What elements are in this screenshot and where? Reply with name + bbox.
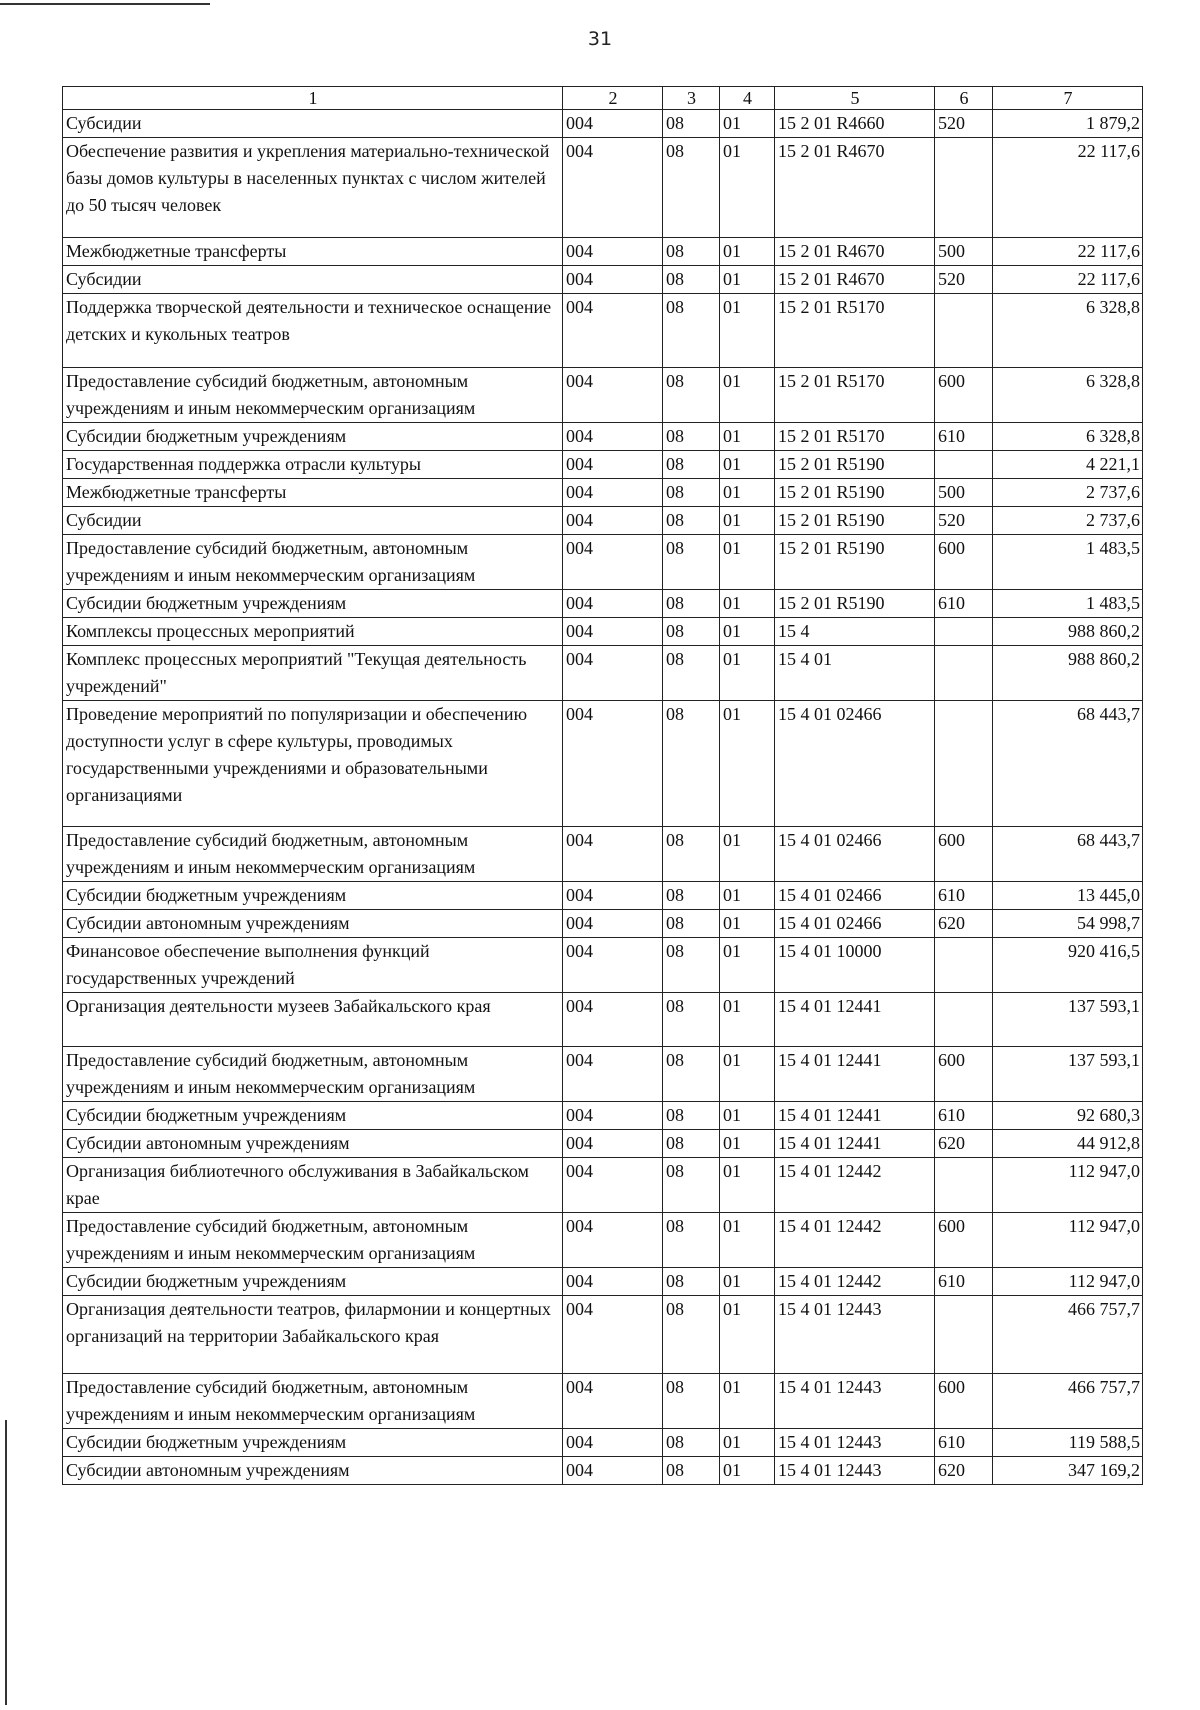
row-name-cell: Организация деятельности музеев Забайкальского края	[63, 993, 563, 1047]
row-target-article-cell: 15 4 01 10000	[775, 938, 935, 993]
row-expense-type-cell: 620	[935, 910, 993, 938]
row-target-article-cell: 15 4 01 12443	[775, 1296, 935, 1374]
row-code-cell: 004	[563, 266, 663, 294]
scan-mark-left-edge	[5, 1420, 7, 1705]
row-expense-type-cell	[935, 618, 993, 646]
row-amount-cell: 112 947,0	[993, 1268, 1143, 1296]
row-section-cell: 08	[663, 423, 720, 451]
row-section-cell: 08	[663, 590, 720, 618]
row-subsection-cell: 01	[720, 1158, 775, 1213]
column-header: 7	[993, 87, 1143, 110]
table-row	[63, 1130, 1143, 1158]
row-code-cell: 004	[563, 1102, 663, 1130]
row-name-cell: Субсидии бюджетным учреждениям	[63, 1102, 563, 1130]
row-name-cell: Организация библиотечного обслуживания в Забайкальском крае	[63, 1158, 563, 1213]
row-subsection-cell: 01	[720, 507, 775, 535]
row-code-cell: 004	[563, 827, 663, 882]
row-code-cell: 004	[563, 910, 663, 938]
table-row	[63, 110, 1143, 138]
row-expense-type-cell: 600	[935, 1213, 993, 1268]
row-name-cell: Предоставление субсидий бюджетным, автономным учреждениям и иным некоммерческим организациям	[63, 535, 563, 590]
row-amount-cell: 988 860,2	[993, 618, 1143, 646]
row-amount-cell: 2 737,6	[993, 479, 1143, 507]
row-section-cell: 08	[663, 701, 720, 827]
row-target-article-cell: 15 4 01 02466	[775, 827, 935, 882]
row-name-cell: Субсидии автономным учреждениям	[63, 1457, 563, 1485]
row-subsection-cell: 01	[720, 535, 775, 590]
row-section-cell: 08	[663, 827, 720, 882]
table-row	[63, 479, 1143, 507]
row-name-cell: Поддержка творческой деятельности и техническое оснащение детских и кукольных театров	[63, 294, 563, 368]
row-target-article-cell: 15 2 01 R5190	[775, 590, 935, 618]
row-amount-cell: 920 416,5	[993, 938, 1143, 993]
column-header: 5	[775, 87, 935, 110]
row-name-cell: Предоставление субсидий бюджетным, автономным учреждениям и иным некоммерческим организациям	[63, 1374, 563, 1429]
row-section-cell: 08	[663, 1158, 720, 1213]
row-subsection-cell: 01	[720, 1102, 775, 1130]
row-amount-cell: 68 443,7	[993, 827, 1143, 882]
row-subsection-cell: 01	[720, 1374, 775, 1429]
row-code-cell: 004	[563, 882, 663, 910]
row-target-article-cell: 15 4	[775, 618, 935, 646]
row-code-cell: 004	[563, 110, 663, 138]
table-row	[63, 368, 1143, 423]
table-row	[63, 138, 1143, 238]
row-amount-cell: 1 879,2	[993, 110, 1143, 138]
row-target-article-cell: 15 4 01 12441	[775, 1102, 935, 1130]
row-name-cell: Межбюджетные трансферты	[63, 479, 563, 507]
row-amount-cell: 92 680,3	[993, 1102, 1143, 1130]
row-expense-type-cell: 610	[935, 1429, 993, 1457]
row-code-cell: 004	[563, 138, 663, 238]
row-name-cell: Предоставление субсидий бюджетным, автономным учреждениям и иным некоммерческим организациям	[63, 368, 563, 423]
row-code-cell: 004	[563, 1429, 663, 1457]
row-subsection-cell: 01	[720, 938, 775, 993]
row-name-cell: Проведение мероприятий по популяризации и обеспечению доступности услуг в сфере культуры, проводимых государственными учреждениями и образовательными организациями	[63, 701, 563, 827]
row-expense-type-cell: 500	[935, 479, 993, 507]
scan-mark-top-left	[0, 3, 210, 5]
row-amount-cell: 44 912,8	[993, 1130, 1143, 1158]
row-subsection-cell: 01	[720, 910, 775, 938]
row-amount-cell: 13 445,0	[993, 882, 1143, 910]
row-amount-cell: 1 483,5	[993, 590, 1143, 618]
row-amount-cell: 54 998,7	[993, 910, 1143, 938]
row-code-cell: 004	[563, 1457, 663, 1485]
row-subsection-cell: 01	[720, 1130, 775, 1158]
row-target-article-cell: 15 4 01 12442	[775, 1213, 935, 1268]
row-name-cell: Субсидии	[63, 507, 563, 535]
row-subsection-cell: 01	[720, 368, 775, 423]
row-code-cell: 004	[563, 423, 663, 451]
row-amount-cell: 68 443,7	[993, 701, 1143, 827]
row-code-cell: 004	[563, 1296, 663, 1374]
row-target-article-cell: 15 4 01 02466	[775, 910, 935, 938]
row-target-article-cell: 15 2 01 R5170	[775, 294, 935, 368]
row-code-cell: 004	[563, 590, 663, 618]
row-amount-cell: 22 117,6	[993, 238, 1143, 266]
row-expense-type-cell: 500	[935, 238, 993, 266]
row-expense-type-cell	[935, 646, 993, 701]
row-target-article-cell: 15 4 01 12441	[775, 1047, 935, 1102]
row-target-article-cell: 15 2 01 R4670	[775, 266, 935, 294]
row-subsection-cell: 01	[720, 618, 775, 646]
row-section-cell: 08	[663, 618, 720, 646]
table-row	[63, 1158, 1143, 1213]
table-row	[63, 423, 1143, 451]
row-code-cell: 004	[563, 451, 663, 479]
row-amount-cell: 466 757,7	[993, 1296, 1143, 1374]
table-row	[63, 938, 1143, 993]
row-expense-type-cell	[935, 701, 993, 827]
table-row	[63, 646, 1143, 701]
row-target-article-cell: 15 2 01 R4670	[775, 138, 935, 238]
row-section-cell: 08	[663, 646, 720, 701]
row-target-article-cell: 15 2 01 R5190	[775, 535, 935, 590]
row-code-cell: 004	[563, 1158, 663, 1213]
row-amount-cell: 4 221,1	[993, 451, 1143, 479]
column-header: 3	[663, 87, 720, 110]
row-subsection-cell: 01	[720, 451, 775, 479]
row-amount-cell: 2 737,6	[993, 507, 1143, 535]
row-target-article-cell: 15 2 01 R5190	[775, 479, 935, 507]
row-subsection-cell: 01	[720, 993, 775, 1047]
row-name-cell: Субсидии	[63, 110, 563, 138]
row-code-cell: 004	[563, 938, 663, 993]
row-expense-type-cell: 600	[935, 535, 993, 590]
row-amount-cell: 119 588,5	[993, 1429, 1143, 1457]
row-expense-type-cell	[935, 1296, 993, 1374]
row-section-cell: 08	[663, 1374, 720, 1429]
row-subsection-cell: 01	[720, 294, 775, 368]
row-subsection-cell: 01	[720, 701, 775, 827]
row-amount-cell: 988 860,2	[993, 646, 1143, 701]
row-code-cell: 004	[563, 507, 663, 535]
row-section-cell: 08	[663, 451, 720, 479]
table-row	[63, 1268, 1143, 1296]
row-code-cell: 004	[563, 294, 663, 368]
row-section-cell: 08	[663, 1429, 720, 1457]
row-section-cell: 08	[663, 507, 720, 535]
row-code-cell: 004	[563, 1268, 663, 1296]
row-amount-cell: 347 169,2	[993, 1457, 1143, 1485]
row-code-cell: 004	[563, 238, 663, 266]
row-target-article-cell: 15 4 01 12441	[775, 993, 935, 1047]
row-expense-type-cell	[935, 138, 993, 238]
row-target-article-cell: 15 2 01 R5190	[775, 451, 935, 479]
table-row	[63, 590, 1143, 618]
row-subsection-cell: 01	[720, 1429, 775, 1457]
row-target-article-cell: 15 2 01 R4660	[775, 110, 935, 138]
row-section-cell: 08	[663, 1102, 720, 1130]
row-code-cell: 004	[563, 1213, 663, 1268]
row-section-cell: 08	[663, 294, 720, 368]
row-expense-type-cell	[935, 451, 993, 479]
row-name-cell: Предоставление субсидий бюджетным, автономным учреждениям и иным некоммерческим организациям	[63, 1047, 563, 1102]
column-header: 4	[720, 87, 775, 110]
row-expense-type-cell: 600	[935, 1374, 993, 1429]
row-target-article-cell: 15 2 01 R5170	[775, 423, 935, 451]
row-section-cell: 08	[663, 1457, 720, 1485]
row-subsection-cell: 01	[720, 266, 775, 294]
column-header: 1	[63, 87, 563, 110]
row-subsection-cell: 01	[720, 423, 775, 451]
row-section-cell: 08	[663, 266, 720, 294]
row-section-cell: 08	[663, 110, 720, 138]
table-row	[63, 294, 1143, 368]
row-section-cell: 08	[663, 1130, 720, 1158]
row-name-cell: Межбюджетные трансферты	[63, 238, 563, 266]
row-name-cell: Предоставление субсидий бюджетным, автономным учреждениям и иным некоммерческим организациям	[63, 1213, 563, 1268]
row-section-cell: 08	[663, 238, 720, 266]
row-code-cell: 004	[563, 646, 663, 701]
row-section-cell: 08	[663, 368, 720, 423]
row-subsection-cell: 01	[720, 238, 775, 266]
table-row	[63, 1296, 1143, 1374]
row-target-article-cell: 15 2 01 R5170	[775, 368, 935, 423]
row-amount-cell: 6 328,8	[993, 368, 1143, 423]
row-target-article-cell: 15 4 01 12442	[775, 1158, 935, 1213]
row-target-article-cell: 15 4 01 02466	[775, 882, 935, 910]
table-row	[63, 1429, 1143, 1457]
row-name-cell: Обеспечение развития и укрепления материально-технической базы домов культуры в населенных пунктах с числом жителей до 50 тысяч человек	[63, 138, 563, 238]
row-subsection-cell: 01	[720, 479, 775, 507]
table-row	[63, 1213, 1143, 1268]
row-subsection-cell: 01	[720, 646, 775, 701]
table-row	[63, 1047, 1143, 1102]
table-row	[63, 451, 1143, 479]
row-expense-type-cell: 610	[935, 1102, 993, 1130]
row-name-cell: Комплекс процессных мероприятий "Текущая деятельность учреждений"	[63, 646, 563, 701]
row-name-cell: Субсидии бюджетным учреждениям	[63, 423, 563, 451]
row-name-cell: Государственная поддержка отрасли культуры	[63, 451, 563, 479]
row-name-cell: Субсидии бюджетным учреждениям	[63, 590, 563, 618]
row-section-cell: 08	[663, 882, 720, 910]
table-row	[63, 266, 1143, 294]
row-section-cell: 08	[663, 535, 720, 590]
table-row	[63, 882, 1143, 910]
row-code-cell: 004	[563, 368, 663, 423]
table-row	[63, 1457, 1143, 1485]
table-row	[63, 993, 1143, 1047]
row-expense-type-cell: 520	[935, 266, 993, 294]
row-name-cell: Субсидии автономным учреждениям	[63, 1130, 563, 1158]
row-amount-cell: 22 117,6	[993, 266, 1143, 294]
row-amount-cell: 1 483,5	[993, 535, 1143, 590]
row-subsection-cell: 01	[720, 1268, 775, 1296]
row-name-cell: Субсидии бюджетным учреждениям	[63, 1429, 563, 1457]
row-amount-cell: 137 593,1	[993, 1047, 1143, 1102]
row-section-cell: 08	[663, 1213, 720, 1268]
row-expense-type-cell: 600	[935, 1047, 993, 1102]
row-amount-cell: 112 947,0	[993, 1158, 1143, 1213]
table-row	[63, 910, 1143, 938]
table-row	[63, 701, 1143, 827]
table-row	[63, 535, 1143, 590]
row-section-cell: 08	[663, 910, 720, 938]
row-subsection-cell: 01	[720, 138, 775, 238]
row-target-article-cell: 15 4 01 12442	[775, 1268, 935, 1296]
row-subsection-cell: 01	[720, 110, 775, 138]
row-expense-type-cell: 620	[935, 1130, 993, 1158]
row-expense-type-cell: 520	[935, 507, 993, 535]
row-section-cell: 08	[663, 1296, 720, 1374]
row-code-cell: 004	[563, 1374, 663, 1429]
row-section-cell: 08	[663, 1268, 720, 1296]
row-name-cell: Субсидии автономным учреждениям	[63, 910, 563, 938]
row-expense-type-cell: 600	[935, 368, 993, 423]
row-expense-type-cell: 610	[935, 882, 993, 910]
row-name-cell: Организация деятельности театров, филармонии и концертных организаций на территории Забайкальского края	[63, 1296, 563, 1374]
row-amount-cell: 6 328,8	[993, 423, 1143, 451]
row-name-cell: Предоставление субсидий бюджетным, автономным учреждениям и иным некоммерческим организациям	[63, 827, 563, 882]
row-subsection-cell: 01	[720, 1047, 775, 1102]
page-number: 31	[587, 28, 613, 50]
row-amount-cell: 6 328,8	[993, 294, 1143, 368]
row-code-cell: 004	[563, 701, 663, 827]
row-name-cell: Субсидии бюджетным учреждениям	[63, 882, 563, 910]
table-header-row	[63, 87, 1143, 110]
row-expense-type-cell	[935, 1158, 993, 1213]
row-expense-type-cell	[935, 993, 993, 1047]
row-section-cell: 08	[663, 938, 720, 993]
budget-table	[62, 86, 1143, 1485]
row-target-article-cell: 15 4 01 12443	[775, 1429, 935, 1457]
row-name-cell: Субсидии	[63, 266, 563, 294]
row-expense-type-cell: 620	[935, 1457, 993, 1485]
row-expense-type-cell: 600	[935, 827, 993, 882]
row-expense-type-cell: 610	[935, 1268, 993, 1296]
table-row	[63, 827, 1143, 882]
column-header: 2	[563, 87, 663, 110]
row-subsection-cell: 01	[720, 882, 775, 910]
row-code-cell: 004	[563, 993, 663, 1047]
row-code-cell: 004	[563, 1130, 663, 1158]
row-amount-cell: 22 117,6	[993, 138, 1143, 238]
row-name-cell: Комплексы процессных мероприятий	[63, 618, 563, 646]
row-subsection-cell: 01	[720, 1296, 775, 1374]
row-target-article-cell: 15 4 01	[775, 646, 935, 701]
row-expense-type-cell: 520	[935, 110, 993, 138]
row-target-article-cell: 15 4 01 12443	[775, 1457, 935, 1485]
row-name-cell: Субсидии бюджетным учреждениям	[63, 1268, 563, 1296]
table-row	[63, 1374, 1143, 1429]
row-code-cell: 004	[563, 535, 663, 590]
column-header: 6	[935, 87, 993, 110]
row-target-article-cell: 15 4 01 02466	[775, 701, 935, 827]
row-code-cell: 004	[563, 1047, 663, 1102]
row-expense-type-cell: 610	[935, 423, 993, 451]
row-section-cell: 08	[663, 479, 720, 507]
row-target-article-cell: 15 4 01 12443	[775, 1374, 935, 1429]
row-code-cell: 004	[563, 618, 663, 646]
row-section-cell: 08	[663, 138, 720, 238]
row-amount-cell: 112 947,0	[993, 1213, 1143, 1268]
row-subsection-cell: 01	[720, 1213, 775, 1268]
table-row	[63, 507, 1143, 535]
table-row	[63, 1102, 1143, 1130]
table-row	[63, 618, 1143, 646]
table-row	[63, 238, 1143, 266]
row-amount-cell: 137 593,1	[993, 993, 1143, 1047]
row-subsection-cell: 01	[720, 590, 775, 618]
row-target-article-cell: 15 2 01 R4670	[775, 238, 935, 266]
row-amount-cell: 466 757,7	[993, 1374, 1143, 1429]
row-expense-type-cell	[935, 938, 993, 993]
row-section-cell: 08	[663, 1047, 720, 1102]
row-name-cell: Финансовое обеспечение выполнения функций государственных учреждений	[63, 938, 563, 993]
row-expense-type-cell	[935, 294, 993, 368]
row-target-article-cell: 15 4 01 12441	[775, 1130, 935, 1158]
row-subsection-cell: 01	[720, 1457, 775, 1485]
row-subsection-cell: 01	[720, 827, 775, 882]
row-code-cell: 004	[563, 479, 663, 507]
row-expense-type-cell: 610	[935, 590, 993, 618]
row-target-article-cell: 15 2 01 R5190	[775, 507, 935, 535]
row-section-cell: 08	[663, 993, 720, 1047]
